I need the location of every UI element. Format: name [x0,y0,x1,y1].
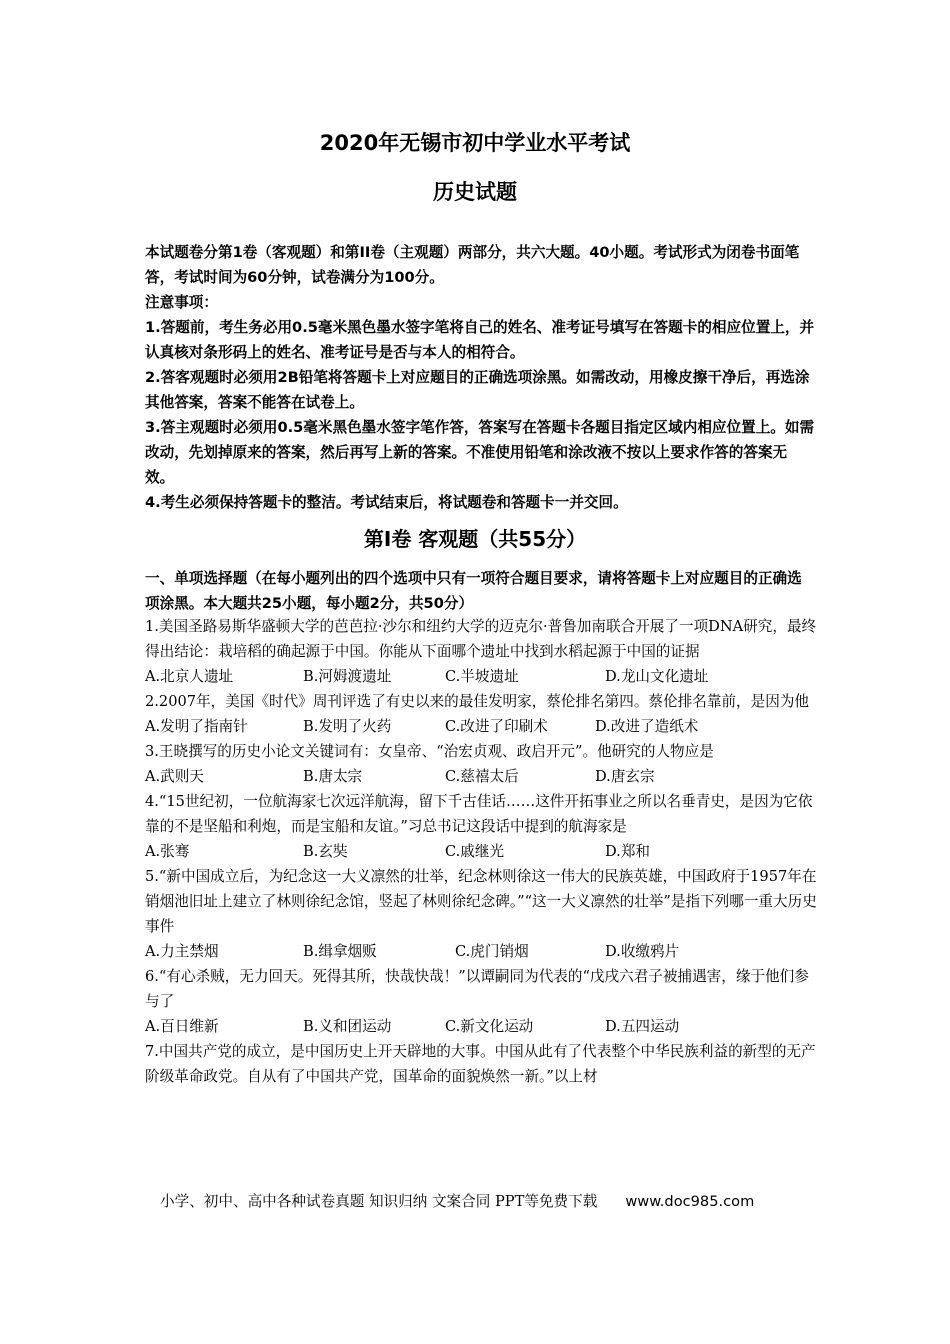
question-options [145,664,817,689]
option-c: C.改进了印刷术 [445,718,548,735]
option-b: B.玄奘 [303,843,348,860]
option-a: A.百日维新 [145,1018,219,1035]
option-b: B.缉拿烟贩 [303,943,377,960]
option-d: D.收缴鸦片 [605,943,680,960]
question [145,689,817,739]
notice-heading: 注意事项： [145,294,218,311]
option-d: D.五四运动 [605,1018,680,1035]
notice-item: 4.考生必须保持答题卡的整洁。考试结束后，将试题卷和答题卡一并交回。 [145,494,628,511]
exam-instructions [145,240,815,515]
part-heading-text: 一、单项选择题（在每小题列出的四个选项中只有一项符合题目要求，请将答题卡上对应题目的正确选项涂黑。本大题共25小题，每小题2分，共50分） [145,570,802,612]
question-stem: 3.王晓撰写的历史小论文关键词有：女皇帝、“治宏贞观、政启开元”。他研究的人物应是 [145,743,714,760]
question-stem: 1.美国圣路易斯华盛顿大学的芭芭拉·沙尔和纽约大学的迈克尔·普鲁加南联合开展了一项DNA研究，最终得出结论：栽培稻的确起源于中国。你能从下面哪个遗址中找到水稻起源于中国的证据 [145,618,817,660]
question-stem: 7.中国共产党的成立，是中国历史上开天辟地的大事。中国从此有了代表整个中华民族利益的新型的无产阶级革命政党。自从有了中国共产党，国革命的面貌焕然一新。”以上材 [145,1043,816,1085]
exam-description: 本试题卷分第1卷（客观题）和第II卷（主观题）两部分，共六大题。40小题。考试形式为闭卷书面笔答，考试时间为60分钟，试卷满分为100分。 [145,244,800,286]
option-a: A.张骞 [145,843,190,860]
exam-title: 2020年无锡市初中学业水平考试 [319,131,631,155]
question-options [145,764,817,789]
option-a: A.武则天 [145,768,204,785]
question-stem: 6.“有心杀贼，无力回天。死得其所，快哉快哉！”以谭嗣同为代表的“戊戌六君子被捕遇害，缘于他们参与了 [145,968,809,1010]
option-d: D.龙山文化遗址 [605,668,709,685]
option-a: A.北京人遗址 [145,668,234,685]
question-options [145,714,817,739]
notice-item: 1.答题前，考生务必用0.5毫米黑色墨水签字笔将自己的姓名、准考证号填写在答题卡的相应位置上，并认真核对条形码上的姓名、准考证号是否与本人的相符合。 [145,319,815,361]
question [145,739,817,789]
question-options [145,1014,817,1039]
option-b: B.义和团运动 [303,1018,392,1035]
option-c: C.新文化运动 [445,1018,534,1035]
section-title: 第Ⅰ卷 客观题（共55分） [363,527,587,551]
option-b: B.发明了火药 [303,718,392,735]
question [145,964,817,1039]
footer-banner [160,1190,754,1214]
option-b: B.河姆渡遗址 [303,668,392,685]
option-d: D.改进了造纸术 [595,718,699,735]
question [145,789,817,864]
option-c: C.慈禧太后 [445,768,519,785]
option-c: C.虎门销烟 [455,943,529,960]
option-d: D.唐玄宗 [595,768,655,785]
option-d: D.郑和 [605,843,651,860]
question-list [145,614,817,1089]
exam-subtitle: 历史试题 [433,180,517,204]
question [145,1039,817,1089]
notice-item: 2.答客观题时必须用2B铅笔将答题卡上对应题目的正确选项涂黑。如需改动，用橡皮擦干净后，再选涂其他答案，答案不能答在试卷上。 [145,369,810,411]
question-stem: 2.2007年，美国《时代》周刊评选了有史以来的最佳发明家，蔡伦排名第四。蔡伦排名靠前，是因为他 [145,693,810,710]
question-stem: 5.“新中国成立后，为纪念这一大义凛然的壮举，纪念林则徐这一伟大的民族英雄，中国政府于1957年在销烟池旧址上建立了林则徐纪念馆，竖起了林则徐纪念碑。”“这一大义凛然的壮举”是指下列哪一重大历史事件 [145,868,817,935]
option-a: A.力主禁烟 [145,943,219,960]
option-a: A.发明了指南针 [145,718,248,735]
question [145,614,817,689]
notice-item: 3.答主观题时必须用0.5毫米黑色墨水签字笔作答，答案写在答题卡各题目指定区域内相应位置上。如需改动，先划掉原来的答案，然后再写上新的答案。不准使用铅笔和涂改液不按以上要求作答的答案无效。 [145,419,815,486]
question-options [145,939,817,964]
option-b: B.唐太宗 [303,768,363,785]
question-options [145,839,817,864]
option-c: C.戚继光 [445,843,505,860]
question [145,864,817,964]
footer-url[interactable]: www.doc985.com [625,1193,755,1210]
option-c: C.半坡遗址 [445,668,519,685]
footer-text: 小学、初中、高中各种试卷真题 知识归纳 文案合同 PPT等免费下载 [160,1193,598,1210]
question-stem: 4.“15世纪初，一位航海家七次远洋航海，留下千古佳话……这件开拓事业之所以名垂青史，是因为它依靠的不是坚船和利炮，而是宝船和友谊。”习总书记这段话中提到的航海家是 [145,793,813,835]
part-heading [145,566,815,616]
